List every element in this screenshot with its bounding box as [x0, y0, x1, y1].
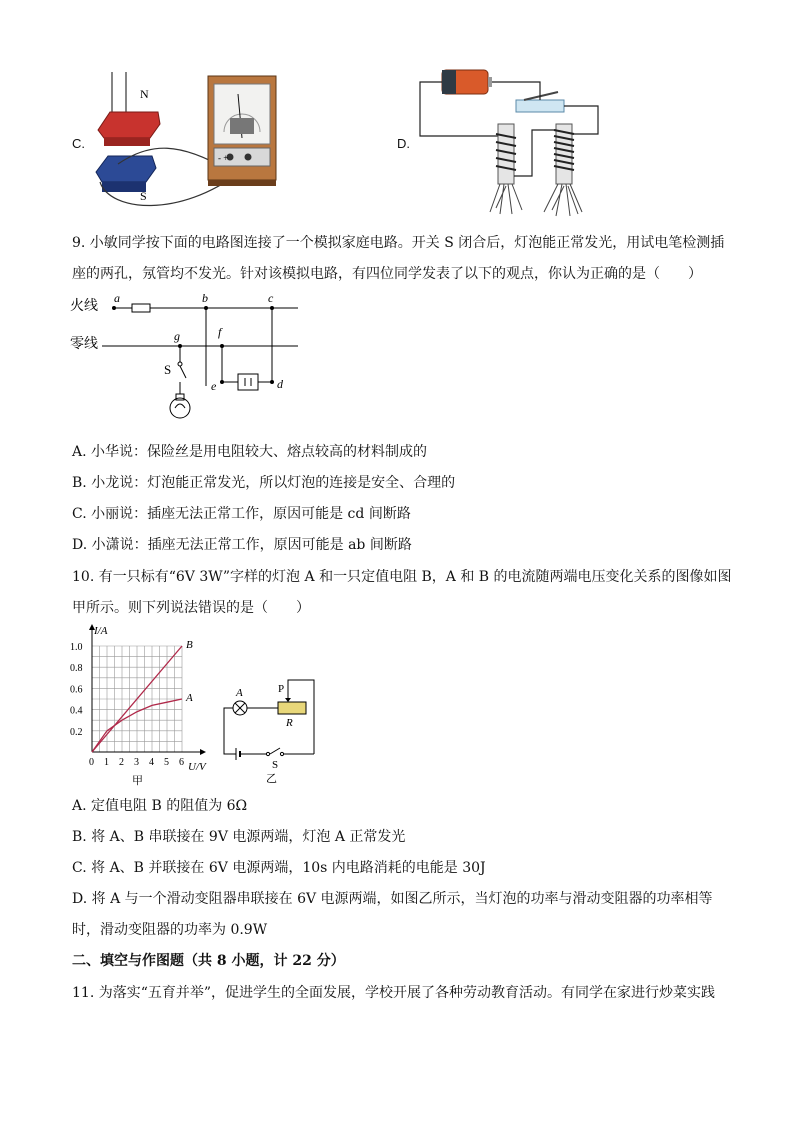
- series-label-A: A: [186, 692, 193, 704]
- household-circuit-diagram: [70, 290, 310, 432]
- x-axis-arrow: [200, 749, 206, 755]
- node-a-label: a: [114, 291, 120, 305]
- y-tick-label: 0.8: [70, 663, 83, 675]
- magnet-s-label: S: [140, 189, 147, 203]
- magnet-n-label: N: [140, 87, 149, 101]
- x-tick-label: 1: [104, 757, 109, 768]
- node-c-label: c: [268, 291, 274, 305]
- q10-stem-line2: 甲所示。则下列说法错误的是（ ）: [72, 600, 310, 616]
- node-e-label: e: [211, 379, 217, 393]
- node-b-label: b: [202, 291, 208, 305]
- q10-option-d: D. 将 A 与一个滑动变阻器串联接在 6V 电源两端，如图乙所示，当灯泡的功率与滑动变阻器的功率相等: [72, 891, 713, 907]
- q9-stem-line1: 9. 小敏同学按下面的电路图连接了一个模拟家庭电路。开关 S 闭合后，灯泡能正常发光，用试电笔检测插: [72, 235, 725, 251]
- slider-p-label: P: [278, 683, 285, 695]
- node-d-label: d: [277, 377, 283, 391]
- x-tick-label: 0: [89, 757, 94, 768]
- q9-stem-line2: 座的两孔，氖管均不发光。针对该模拟电路，有四位同学发表了以下的观点，你认为正确的是（ ）: [72, 266, 702, 282]
- lamp-rheostat-circuit-yi: [222, 672, 332, 784]
- option-c-label: C.: [72, 136, 85, 151]
- switch-s-label: S: [164, 362, 172, 377]
- q9-option-a: A. 小华说：保险丝是用电阻较大、熔点较高的材料制成的: [72, 444, 428, 460]
- x-tick-label: 4: [149, 757, 154, 768]
- option-d-label: D.: [397, 136, 410, 151]
- electromagnet-figure: [412, 64, 612, 220]
- meter-ticks-label: - +: [218, 153, 229, 163]
- circuit-caption: 乙: [266, 773, 277, 784]
- x-tick-label: 5: [164, 757, 169, 768]
- q9-option-b: B. 小龙说：灯泡能正常发光，所以灯泡的连接是安全、合理的: [72, 475, 456, 491]
- y-axis-label: I/A: [94, 625, 108, 637]
- lamp-a-label: A: [236, 687, 243, 699]
- x-tick-label: 2: [119, 757, 124, 768]
- q10-stem-line1: 10. 有一只标有“6V 3W”字样的灯泡 A 和一只定值电阻 B，A 和 B 的电流随两端电压变化关系的图像如图: [72, 569, 732, 585]
- series-label-B: B: [186, 639, 193, 651]
- x-axis-label: U/V: [188, 761, 206, 773]
- x-tick-label: 6: [179, 757, 184, 768]
- q9-option-c: C. 小丽说：插座无法正常工作，原因可能是 cd 间断路: [72, 506, 411, 522]
- iu-graph-jia: [70, 620, 218, 790]
- q10-option-a: A. 定值电阻 B 的阻值为 6Ω: [72, 798, 248, 814]
- live-wire-label: 火线: [70, 299, 98, 314]
- q10-option-c: C. 将 A、B 并联接在 6V 电源两端，10s 内电路消耗的电能是 30J: [72, 860, 486, 876]
- y-tick-label: 0.6: [70, 684, 83, 696]
- q10-option-b: B. 将 A、B 串联接在 9V 电源两端，灯泡 A 正常发光: [72, 829, 406, 845]
- x-tick-label: 3: [134, 757, 139, 768]
- y-tick-label: 1.0: [70, 642, 83, 653]
- q11-stem-line1: 11. 为落实“五育并举”，促进学生的全面发展，学校开展了各种劳动教育活动。有同学在家进行炒菜实践: [72, 985, 716, 1001]
- rheostat-r-label: R: [286, 717, 293, 729]
- chart-caption: 甲: [132, 775, 143, 787]
- galvanometer-magnet-figure: [90, 72, 290, 220]
- q10-option-d-cont: 时，滑动变阻器的功率为 0.9W: [72, 922, 268, 938]
- y-tick-label: 0.2: [70, 726, 83, 738]
- section-2-heading: 二、填空与作图题（共 8 小题，计 22 分）: [72, 953, 345, 969]
- y-tick-label: 0.4: [70, 705, 83, 717]
- node-g-label: g: [174, 329, 180, 343]
- switch-s2-label: S: [272, 759, 279, 771]
- node-f-label: f: [218, 325, 222, 339]
- q9-option-d: D. 小潇说：插座无法正常工作，原因可能是 ab 间断路: [72, 537, 412, 553]
- neutral-wire-label: 零线: [70, 337, 98, 352]
